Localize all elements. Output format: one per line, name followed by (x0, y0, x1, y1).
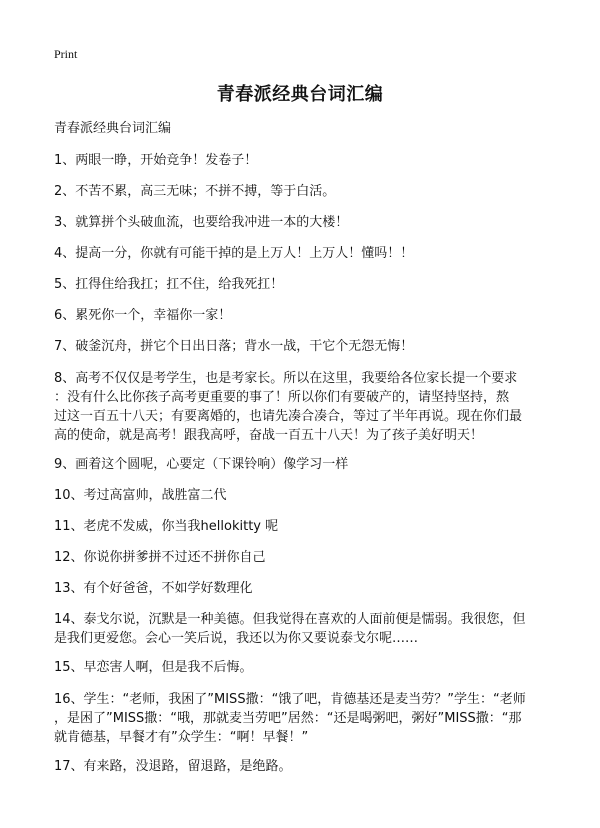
quote-item-14: 14、泰戈尔说，沉默是一种美德。但我觉得在喜欢的人面前便是懦弱。我很您，但 是我们更爱您。会心一笑后说，我还以为你又要说泰戈尔呢…… (54, 612, 526, 646)
quote-item-6: 6、累死你一个，幸福你一家！ (54, 308, 232, 323)
quote-item-4: 4、提高一分，你就有可能干掉的是上万人！上万人！懂吗！！ (54, 246, 414, 261)
quote-item-10: 10、考过高富帅，战胜富二代 (54, 488, 227, 503)
quote-item-17: 17、有来路，没退路，留退路，是绝路。 (54, 759, 292, 774)
quote-item-8: 8、高考不仅仅是考学生，也是考家长。所以在这里，我要给各位家长提一个要求 ：没有什么比你孩子高考更重要的事了！所以你们有要破产的，请坚持坚持，熬 过这一百五十八天；有要离婚的，也请先凑合凑合，等过了半年再说。现在你们最 高的使命，就是高考！跟我高呼，奋战一百五十八天！为了孩子美好明天！ (54, 371, 523, 443)
quote-item-1: 1、两眼一睁，开始竞争！发卷子！ (54, 153, 258, 168)
quote-item-5: 5、扛得住给我扛；扛不住，给我死扛！ (54, 277, 284, 292)
quote-item-13: 13、有个好爸爸，不如学好数理化 (54, 581, 253, 596)
quote-item-16: 16、学生：“老师，我困了”MISS撒：“饿了吧，肯德基还是麦当劳？”学生：“老师 ，是困了”MISS撒：“哦，那就麦当劳吧”居然：“还是喝粥吧，粥好”MISS撒：“那 就肯德基，早餐才有”众学生：“啊！早餐！” (54, 692, 526, 745)
print-link[interactable]: Print (54, 47, 78, 61)
quote-item-11: 11、老虎不发威，你当我hellokitty 呢 (54, 519, 279, 534)
quote-item-2: 2、不苦不累，高三无味；不拼不搏，等于白活。 (54, 184, 336, 199)
quote-item-9: 9、画着这个圆呢，心要定（下课铃响）像学习一样 (54, 457, 349, 472)
quote-item-15: 15、早恋害人啊，但是我不后悔。 (54, 660, 253, 675)
quote-item-7: 7、破釜沉舟，拼它个日出日落；背水一战，干它个无怨无悔！ (54, 339, 414, 354)
document-subtitle: 青春派经典台词汇编 (54, 121, 172, 136)
document-title: 青春派经典台词汇编 (216, 84, 384, 105)
quote-item-3: 3、就算拼个头破血流，也要给我冲进一本的大楼！ (54, 215, 349, 230)
quote-item-12: 12、你说你拼爹拼不过还不拼你自己 (54, 550, 266, 565)
